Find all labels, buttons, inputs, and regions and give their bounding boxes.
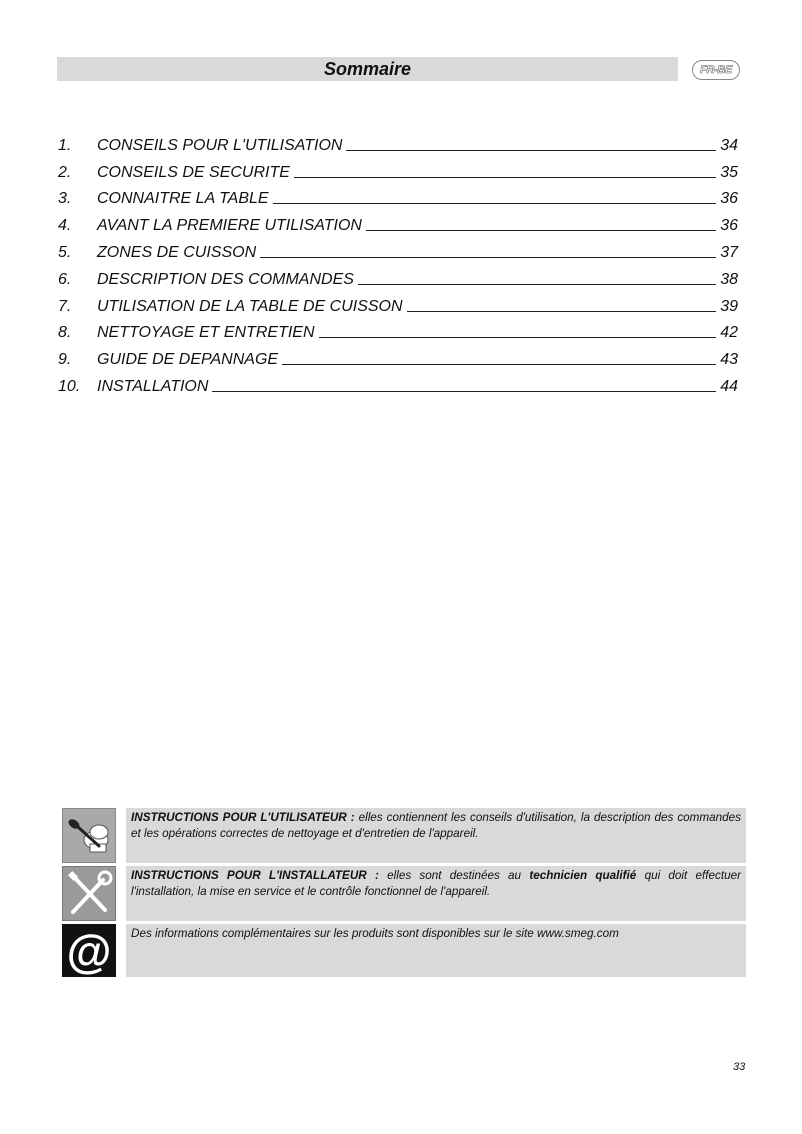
toc-number: 4. xyxy=(58,217,72,235)
toc-leader xyxy=(358,283,716,285)
toc-page-number: 39 xyxy=(720,297,738,315)
toc-leader xyxy=(273,202,716,204)
toc-page-number: 37 xyxy=(720,243,738,261)
toc-number: 7. xyxy=(58,297,72,315)
toc-leader xyxy=(294,176,716,178)
installer-instructions-label: INSTRUCTIONS POUR L'INSTALLATEUR : xyxy=(131,869,379,882)
toc-page-number: 42 xyxy=(720,324,738,342)
toc-page-number: 36 xyxy=(720,217,738,235)
toc-number: 3. xyxy=(58,190,72,208)
toc-number: 8. xyxy=(58,324,72,342)
toc-page-number: 34 xyxy=(720,136,738,154)
instructions-legend xyxy=(62,808,746,980)
toc-leader xyxy=(282,363,716,365)
installer-text-before: elles sont destinées au xyxy=(378,869,530,882)
toc-title: GUIDE DE DEPANNAGE xyxy=(97,351,279,369)
toc-number: 10. xyxy=(58,377,81,395)
header-bar xyxy=(57,57,678,81)
toc-entry[interactable] xyxy=(58,316,738,343)
toc-entry[interactable] xyxy=(58,235,738,262)
installer-instructions-row xyxy=(62,866,746,921)
toc-number: 6. xyxy=(58,270,72,288)
toc-entry[interactable] xyxy=(58,262,738,289)
toc-entry[interactable] xyxy=(58,342,738,369)
page-title: Sommaire xyxy=(323,58,412,79)
toc-title: UTILISATION DE LA TABLE DE CUISSON xyxy=(97,297,403,315)
at-sign-glyph: @ xyxy=(66,924,112,977)
toc-entry[interactable] xyxy=(58,208,738,235)
toc-leader xyxy=(260,256,716,258)
installer-instructions-text xyxy=(126,866,746,921)
page-number: 33 xyxy=(733,1061,746,1073)
toc-number: 2. xyxy=(58,163,72,181)
table-of-contents xyxy=(58,128,738,396)
toc-entry[interactable] xyxy=(58,369,738,396)
toc-title: CONNAITRE LA TABLE xyxy=(97,190,269,208)
toc-number: 5. xyxy=(58,243,72,261)
toc-leader xyxy=(346,149,716,151)
toc-leader xyxy=(212,390,716,392)
toc-title: CONSEILS DE SECURITE xyxy=(97,163,290,181)
toc-entry[interactable] xyxy=(58,289,738,316)
toc-number: 1. xyxy=(58,136,72,154)
toc-page-number: 38 xyxy=(720,270,738,288)
toc-title: CONSEILS POUR L'UTILISATION xyxy=(97,136,343,154)
user-instructions-label: INSTRUCTIONS POUR L'UTILISATEUR : xyxy=(131,811,355,824)
web-info-row xyxy=(62,924,746,977)
web-info-text: Des informations complémentaires sur les produits sont disponibles sur le site www.smeg.com xyxy=(126,924,746,977)
at-sign-icon xyxy=(62,924,116,977)
tools-icon xyxy=(62,866,116,921)
toc-page-number: 35 xyxy=(720,163,738,181)
user-instructions-body: elles contiennent les conseils d'utilisation, la description des commandes et les opérations correctes de nettoyage et d'entretien de l'appareil. xyxy=(131,811,741,840)
toc-entry[interactable] xyxy=(58,128,738,155)
chef-spoon-icon xyxy=(62,808,116,863)
toc-title: INSTALLATION xyxy=(97,377,209,395)
toc-title: DESCRIPTION DES COMMANDES xyxy=(97,270,354,288)
user-instructions-text xyxy=(126,808,746,863)
installer-text-after: qui doit effectuer l'installation, la mise en service et le contrôle fonctionnel de l'appareil. xyxy=(131,869,741,898)
toc-entry[interactable] xyxy=(58,155,738,182)
toc-title: AVANT LA PREMIERE UTILISATION xyxy=(97,217,362,235)
qualified-technician-emphasis: technicien qualifié xyxy=(529,869,637,882)
user-instructions-row xyxy=(62,808,746,863)
toc-leader xyxy=(366,229,716,231)
toc-entry[interactable] xyxy=(58,182,738,209)
language-badge: FR-BE xyxy=(692,60,740,80)
toc-page-number: 43 xyxy=(720,351,738,369)
toc-title: ZONES DE CUISSON xyxy=(97,243,257,261)
toc-leader xyxy=(407,310,716,312)
toc-number: 9. xyxy=(58,351,72,369)
toc-title: NETTOYAGE ET ENTRETIEN xyxy=(97,324,315,342)
toc-leader xyxy=(319,336,716,338)
toc-page-number: 36 xyxy=(720,190,738,208)
toc-page-number: 44 xyxy=(720,377,738,395)
